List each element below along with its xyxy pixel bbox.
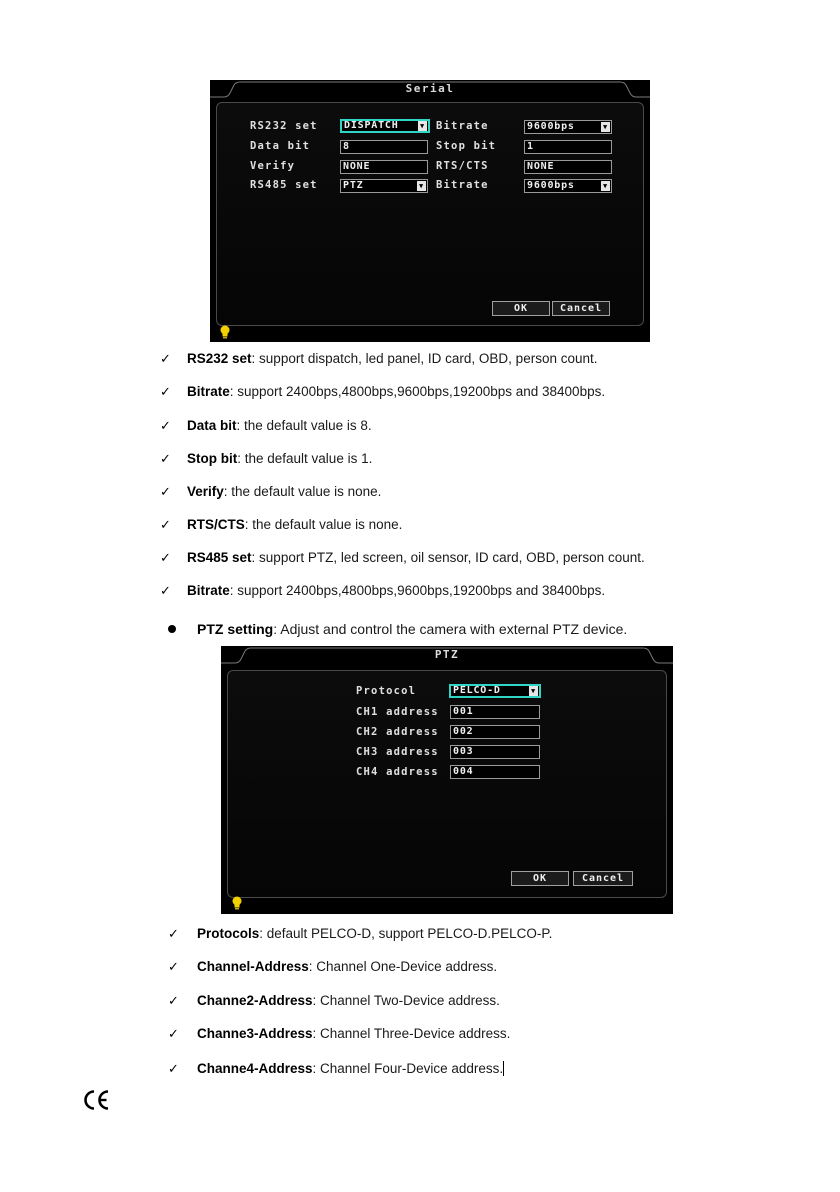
ch2-address-value: 002 [453, 726, 474, 737]
chevron-down-icon: ▼ [530, 687, 536, 695]
note-channel2-address [197, 993, 500, 1009]
protocol-value: PELCO-D [453, 685, 501, 696]
note-verify [187, 484, 381, 500]
rts-cts-value: NONE [527, 161, 555, 172]
note-rs485-set [187, 550, 645, 566]
check-icon: ✓ [160, 550, 171, 565]
note-stop-bit [187, 451, 372, 467]
protocol-label: Protocol [356, 685, 417, 697]
ch4-address-value: 004 [453, 766, 474, 777]
ch3-address-label: CH3 address [356, 746, 439, 758]
check-icon: ✓ [160, 583, 171, 598]
ptz-setting-heading [197, 621, 627, 637]
rts-cts-label: RTS/CTS [436, 160, 489, 172]
check-icon: ✓ [160, 418, 171, 433]
note-text: : Channel Four-Device address. [312, 1061, 504, 1076]
data-bit-field[interactable] [340, 140, 428, 154]
note-term: Channe3-Address [197, 1026, 313, 1041]
rs485-bitrate-label: Bitrate [436, 179, 489, 191]
note-text: : support dispatch, led panel, ID card, OBD, person count. [251, 351, 598, 366]
note-term: Channe4-Address [197, 1061, 313, 1076]
note-text: : the default value is none. [223, 484, 382, 499]
note-channel1-address [197, 959, 497, 975]
note-term: Bitrate [187, 384, 230, 399]
check-icon: ✓ [160, 384, 171, 399]
check-icon: ✓ [168, 1061, 179, 1076]
ptz-cancel-button[interactable]: Cancel [573, 871, 633, 886]
lightbulb-icon [219, 325, 231, 339]
note-rts-cts [187, 517, 402, 533]
rts-cts-field[interactable] [524, 160, 612, 174]
ok-button[interactable]: OK [492, 301, 550, 316]
note-term: Bitrate [187, 583, 230, 598]
bullet-icon [168, 625, 176, 633]
note-term: RS232 set [187, 351, 252, 366]
note-term: Stop bit [187, 451, 238, 466]
check-icon: ✓ [160, 484, 171, 499]
note-protocols [197, 926, 552, 942]
chevron-down-icon: ▼ [419, 122, 425, 130]
note-term: Protocols [197, 926, 260, 941]
serial-titlebar [210, 80, 650, 98]
ptz-titlebar [221, 646, 673, 664]
ch2-address-label: CH2 address [356, 726, 439, 738]
protocol-select[interactable] [449, 684, 541, 698]
ch1-address-label: CH1 address [356, 706, 439, 718]
ptz-title: PTZ [434, 648, 460, 661]
note-term: RTS/CTS [187, 517, 245, 532]
ptz-content-panel [227, 670, 667, 898]
stop-bit-label: Stop bit [436, 140, 497, 152]
ch3-address-value: 003 [453, 746, 474, 757]
rs232-bitrate-value: 9600bps [527, 121, 575, 132]
ptz-dialog [221, 646, 673, 914]
check-icon: ✓ [168, 926, 179, 941]
note-text: : the default value is 1. [237, 451, 373, 466]
note-text: : Channel Three-Device address. [312, 1026, 511, 1041]
heading-text: : Adjust and control the camera with external PTZ device. [273, 621, 628, 637]
rs485-set-value: PTZ [343, 180, 364, 191]
note-term: Data bit [187, 418, 237, 433]
chevron-down-icon: ▼ [418, 182, 424, 190]
ch1-address-value: 001 [453, 706, 474, 717]
note-rs232-set [187, 351, 597, 367]
ptz-ok-button[interactable]: OK [511, 871, 569, 886]
data-bit-label: Data bit [250, 140, 311, 152]
heading-term: PTZ setting [197, 621, 274, 637]
note-term: RS485 set [187, 550, 252, 565]
rs232-bitrate-label: Bitrate [436, 120, 489, 132]
note-text: : support 2400bps,4800bps,9600bps,19200bps and 38400bps. [229, 384, 606, 399]
note-text: : Channel Two-Device address. [312, 993, 500, 1008]
note-text: : the default value is 8. [236, 418, 372, 433]
ch2-address-field[interactable] [450, 725, 540, 739]
check-icon: ✓ [160, 451, 171, 466]
note-term: Verify [187, 484, 224, 499]
serial-title: Serial [405, 82, 455, 95]
rs232-bitrate-select[interactable] [524, 120, 612, 134]
text-cursor [503, 1061, 504, 1076]
note-term: Channel-Address [197, 959, 309, 974]
cancel-button[interactable]: Cancel [552, 301, 610, 316]
rs485-bitrate-select[interactable] [524, 179, 612, 193]
verify-field[interactable] [340, 160, 428, 174]
rs232-set-label: RS232 set [250, 120, 318, 132]
rs232-set-select[interactable] [340, 119, 430, 133]
note-data-bit [187, 418, 372, 434]
stop-bit-value: 1 [527, 141, 534, 152]
check-icon: ✓ [168, 993, 179, 1008]
lightbulb-icon [231, 896, 243, 910]
verify-value: NONE [343, 161, 371, 172]
note-text: : Channel One-Device address. [308, 959, 498, 974]
rs485-set-label: RS485 set [250, 179, 318, 191]
note-channel4-address [197, 1061, 504, 1077]
stop-bit-field[interactable] [524, 140, 612, 154]
verify-label: Verify [250, 160, 296, 172]
note-text: : default PELCO-D, support PELCO-D.PELCO-P. [259, 926, 553, 941]
ch4-address-label: CH4 address [356, 766, 439, 778]
ch4-address-field[interactable] [450, 765, 540, 779]
rs485-bitrate-value: 9600bps [527, 180, 575, 191]
check-icon: ✓ [168, 1026, 179, 1041]
check-icon: ✓ [160, 351, 171, 366]
note-channel3-address [197, 1026, 510, 1042]
note-text: : support PTZ, led screen, oil sensor, ID card, OBD, person count. [251, 550, 645, 565]
rs232-set-value: DISPATCH [344, 120, 399, 131]
check-icon: ✓ [168, 959, 179, 974]
chevron-down-icon: ▼ [602, 123, 608, 131]
note-text: : support 2400bps,4800bps,9600bps,19200bps and 38400bps. [229, 583, 606, 598]
rs485-set-select[interactable] [340, 179, 428, 193]
ch1-address-field[interactable] [450, 705, 540, 719]
serial-dialog [210, 80, 650, 342]
ce-mark-icon [82, 1089, 110, 1111]
data-bit-value: 8 [343, 141, 350, 152]
note-rs485-bitrate [187, 583, 605, 599]
chevron-down-icon: ▼ [602, 182, 608, 190]
ch3-address-field[interactable] [450, 745, 540, 759]
check-icon: ✓ [160, 517, 171, 532]
serial-content-panel [216, 102, 644, 326]
note-term: Channe2-Address [197, 993, 313, 1008]
note-text: : the default value is none. [244, 517, 403, 532]
note-bitrate [187, 384, 605, 400]
